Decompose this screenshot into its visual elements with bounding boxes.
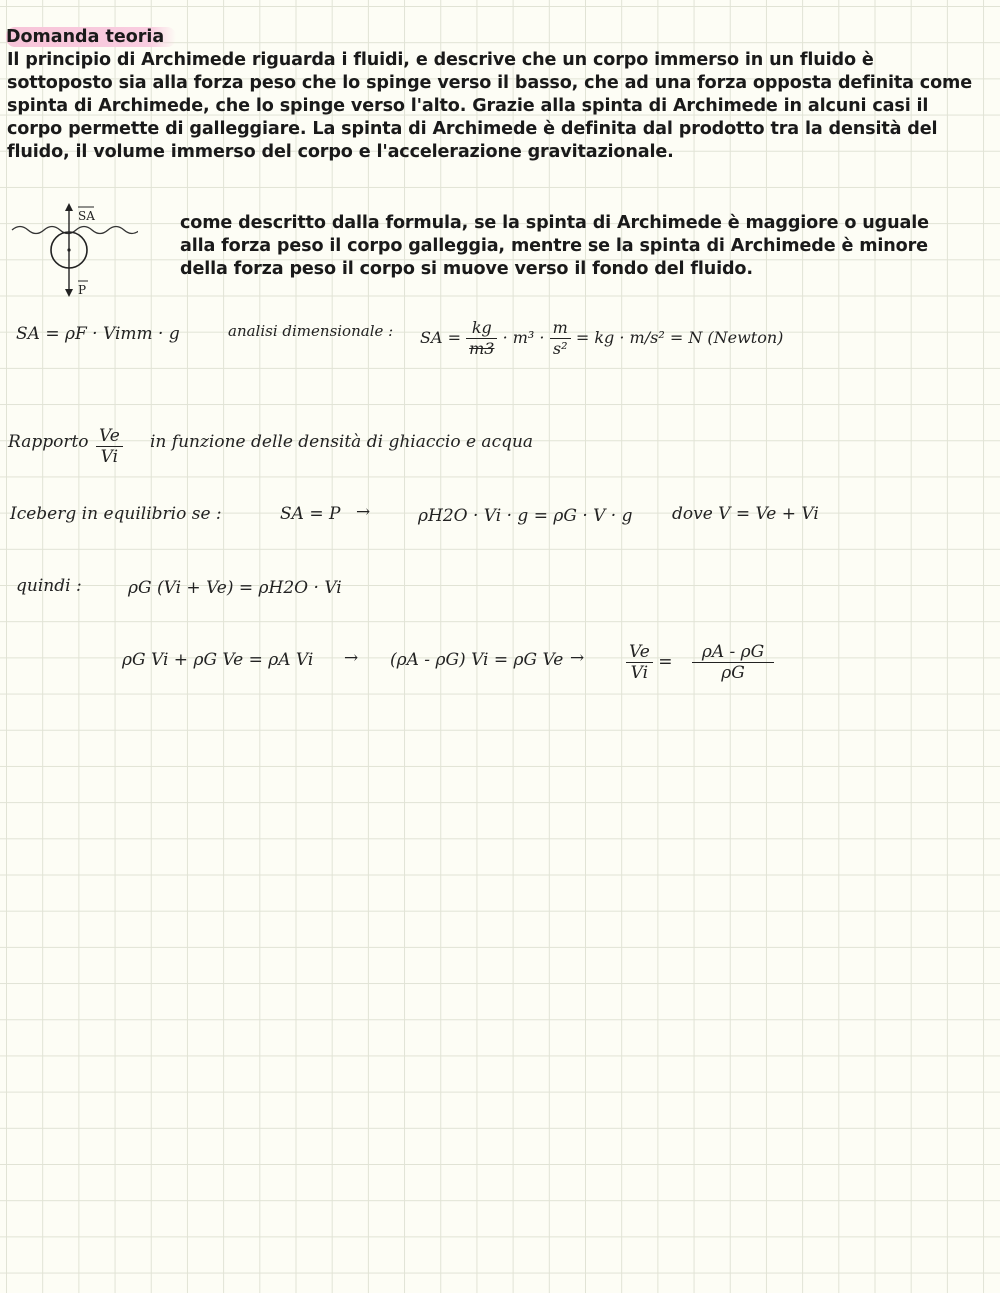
archimedes-formula: SA = ρF · Vimm · g xyxy=(16,324,180,344)
ve-vi-fraction xyxy=(96,426,123,467)
ve-numerator: Ve xyxy=(96,426,123,447)
buoyancy-diagram xyxy=(8,198,138,302)
kg-per-m3-fraction xyxy=(466,318,497,359)
weight-label: P xyxy=(78,283,87,297)
m-per-s2-fraction xyxy=(550,318,571,359)
quindi-label: quindi : xyxy=(16,576,82,596)
iceberg-label: Iceberg in equilibrio se : xyxy=(10,504,222,524)
ice-density-denominator: ρG xyxy=(721,663,745,683)
dim-lhs: SA = xyxy=(420,328,462,347)
equilibrium-condition: SA = P xyxy=(280,504,341,524)
result-equals: = xyxy=(658,652,673,672)
kg-unit: kg xyxy=(466,318,497,339)
m3-term: · m³ · xyxy=(502,328,545,347)
arrow-iceberg: → xyxy=(356,502,371,522)
m-unit: m xyxy=(550,318,571,339)
section-heading: Domanda teoria xyxy=(6,27,176,47)
buoyancy-label: SA xyxy=(78,209,95,223)
quindi-equation: ρG (Vi + Ve) = ρH2O · Vi xyxy=(128,578,342,598)
rapporto-description: in funzione delle densità di ghiaccio e acqua xyxy=(150,432,534,452)
final-result xyxy=(626,642,774,683)
dim-result: = kg · m/s² = N (Newton) xyxy=(575,328,784,347)
iceberg-equation: ρH2O · Vi · g = ρG · V · g xyxy=(418,506,633,526)
vi-denominator: Vi xyxy=(100,447,119,467)
arrow-final-2: → xyxy=(570,648,585,668)
intro-paragraph: Il principio di Archimede riguarda i fluidi, e descrive che un corpo immerso in un fluido è sottoposto sia alla forza peso che lo spinge verso il basso, che ad una forza opposta definita come spinta di Archimede, che lo spinge verso l'alto. Grazie alla spinta di Archimede in alcuni casi il corpo permette di galleggiare. La spinta di Archimede è definita dal prodotto tra la densità del fluido, il volume immerso del corpo e l'accelerazione gravitazionale. xyxy=(7,50,972,162)
result-vi-denominator: Vi xyxy=(630,663,649,683)
s2-unit: s² xyxy=(552,339,568,358)
expanded-equation: ρG Vi + ρG Ve = ρA Vi xyxy=(122,650,314,670)
m3-unit-cancelled: m3 xyxy=(469,339,495,358)
dim-analysis-label: analisi dimensionale : xyxy=(228,322,394,340)
condition-paragraph: come descritto dalla formula, se la spinta di Archimede è maggiore o uguale alla forza peso il corpo galleggia, mentre se la spinta di Archimede è minore della forza peso il corpo si muove verso il fondo del fluido. xyxy=(180,213,929,279)
rearranged-equation: (ρA - ρG) Vi = ρG Ve xyxy=(390,650,564,670)
buoyancy-arrowhead xyxy=(65,203,73,211)
density-difference-numerator: ρA - ρG xyxy=(692,642,774,663)
volume-definition: dove V = Ve + Vi xyxy=(672,504,819,524)
result-ve-numerator: Ve xyxy=(626,642,653,663)
arrow-final-1: → xyxy=(344,648,359,668)
weight-arrowhead xyxy=(65,289,73,297)
dim-analysis-expression xyxy=(420,318,783,359)
rapporto-label: Rapporto xyxy=(8,432,89,452)
